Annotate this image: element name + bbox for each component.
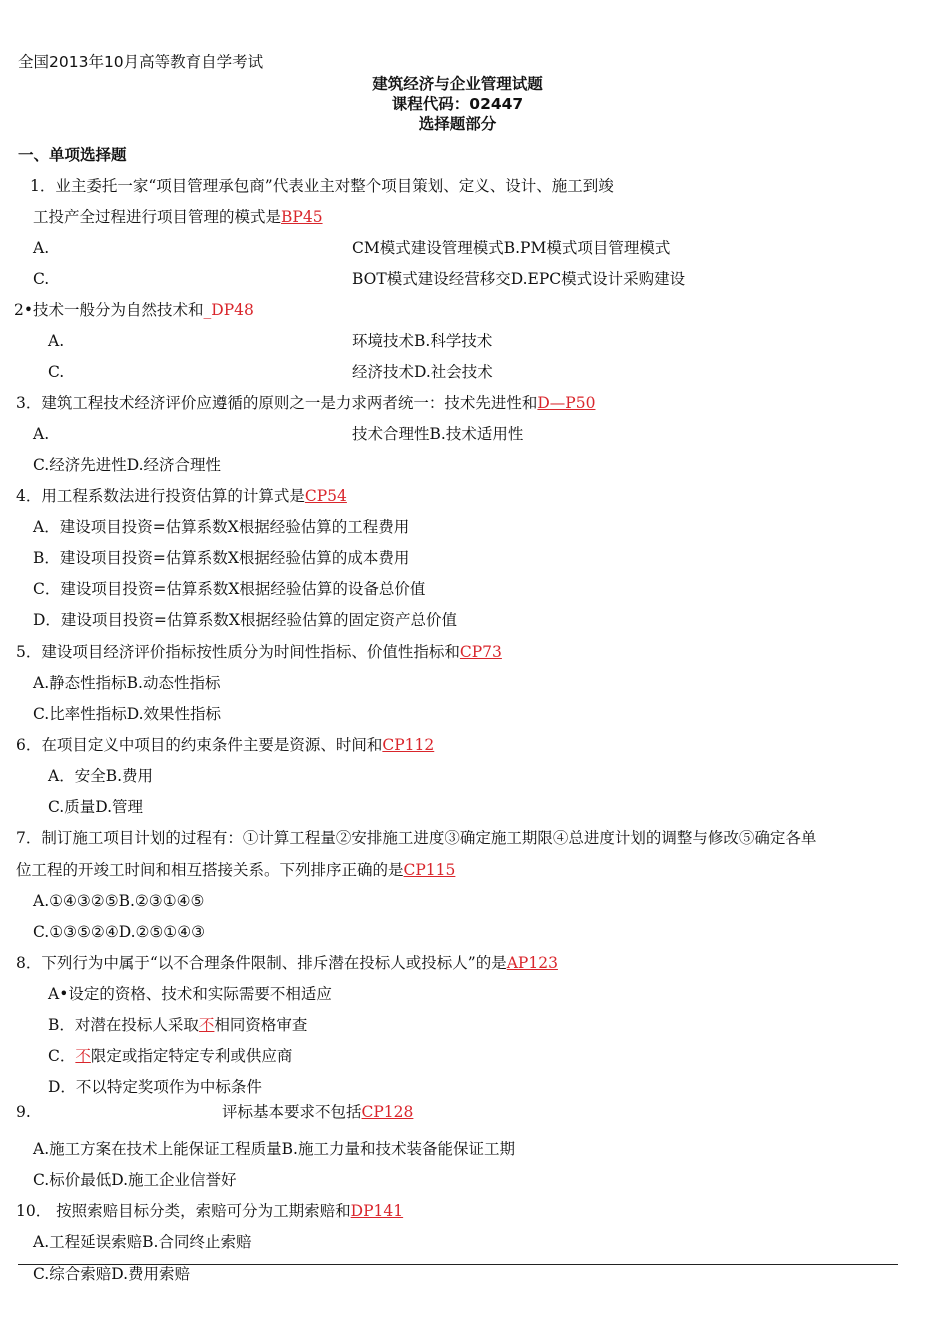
q4-option-b: B．建设项目投资=估算系数X根据经验估算的成本费用 (33, 549, 410, 567)
q1-c-label: C. (33, 270, 50, 288)
q3-options-cd: C.经济先进性D.经济合理性 (33, 456, 222, 474)
q1-answer: BP45 (281, 208, 323, 226)
q10-answer: DP141 (350, 1202, 404, 1220)
q3-stem (16, 393, 595, 413)
q1-options-ab: CM模式建设管理模式B.PM模式项目管理模式 (352, 239, 671, 257)
exam-title: 全国2013年10月高等教育自学考试 (18, 53, 264, 71)
q7-options-cd: C.①③⑤②④D.②⑤①④③ (33, 923, 205, 941)
q1-stem-text: 工投产全过程进行项目管理的模式是 (33, 208, 282, 226)
q8-option-c-pre: C． (48, 1047, 76, 1065)
q5-answer: CP73 (459, 643, 502, 661)
q8-option-c (48, 1046, 292, 1066)
q7-stem-line1: 7．制订施工项目计划的过程有：①计算工程量②安排施工进度③确定施工期限④总进度计划的调整与修改⑤确定各单 (16, 829, 817, 847)
q3-options-ab: 技术合理性B.技术适用性 (352, 425, 524, 443)
q4-option-c: C．建设项目投资=估算系数X根据经验估算的设备总价值 (33, 580, 426, 598)
q2-stem-text: 2•技术一般分为自然技术和 (14, 301, 204, 319)
q5-options-ab: A.静态性指标B.动态性指标 (33, 674, 221, 692)
subject-title: 建筑经济与企业管理试题 (372, 75, 543, 93)
q8-option-d: D．不以特定奖项作为中标条件 (48, 1078, 262, 1096)
q5-options-cd: C.比率性指标D.效果性指标 (33, 705, 222, 723)
q3-a-label: A. (33, 425, 50, 443)
q2-a-label: A. (48, 332, 65, 350)
q7-stem-text: 位工程的开竣工时间和相互搭接关系。下列排序正确的是 (16, 861, 404, 879)
q5-stem-text: 5．建设项目经济评价指标按性质分为时间性指标、价值性指标和 (16, 643, 460, 661)
q8-option-b (48, 1015, 307, 1035)
q8-option-a: A•设定的资格、技术和实际需要不相适应 (48, 985, 332, 1003)
q8-answer: AP123 (506, 954, 558, 972)
q10-stem-text: 10． 按照索赔目标分类，索赔可分为工期索赔和 (16, 1202, 351, 1220)
q8-option-b-post: 相同资格审查 (214, 1016, 308, 1034)
q1-stem-line2 (33, 207, 323, 227)
q2-options-ab: 环境技术B.科学技术 (352, 332, 493, 350)
q6-stem (16, 735, 434, 755)
q1-stem-line1: 1．业主委托一家“项目管理承包商”代表业主对整个项目策划、定义、设计、施工到竣 (30, 177, 614, 195)
q4-stem-text: 4．用工程系数法进行投资估算的计算式是 (16, 487, 305, 505)
q9-stem (222, 1102, 413, 1122)
q8-stem-text: 8．下列行为中属于“以不合理条件限制、排斥潜在投标人或投标人”的是 (16, 954, 507, 972)
course-code: 课程代码：02447 (391, 95, 524, 113)
q3-stem-text: 3．建筑工程技术经济评价应遵循的原则之一是力求两者统一：技术先进性和 (16, 394, 538, 412)
q2-stem (14, 300, 254, 320)
q10-options-ab: A.工程延误索赔B.合同终止索赔 (33, 1233, 252, 1251)
q9-answer: CP128 (361, 1103, 414, 1121)
q2-c-label: C. (48, 363, 65, 381)
q4-option-a: A．建设项目投资=估算系数X根据经验估算的工程费用 (33, 518, 410, 536)
section-title: 一、单项选择题 (18, 146, 127, 164)
q10-options-cd: C.综合索赔D.费用索赔 (33, 1265, 191, 1283)
q8-option-c-post: 限定或指定特定专利或供应商 (90, 1047, 293, 1065)
q1-options-cd: BOT模式建设经营移交D.EPC模式设计采购建设 (352, 270, 686, 288)
q4-stem (16, 486, 347, 506)
q2-answer: _DP48 (203, 301, 254, 319)
q5-stem (16, 642, 502, 662)
q2-options-cd: 经济技术D.社会技术 (352, 363, 493, 381)
q8-option-b-mark: 不 (198, 1016, 215, 1034)
q9-number: 9. (16, 1103, 31, 1121)
q9-options-cd: C.标价最低D.施工企业信誉好 (33, 1171, 237, 1189)
q6-answer: CP112 (382, 736, 435, 754)
part-title: 选择题部分 (418, 115, 497, 133)
q10-stem (16, 1201, 403, 1221)
q6-options-ab: A．安全B.费用 (48, 767, 154, 785)
q9-options-ab: A.施工方案在技术上能保证工程质量B.施工力量和技术装备能保证工期 (33, 1140, 515, 1158)
q7-stem-line2 (16, 860, 455, 880)
q8-option-b-pre: B．对潜在投标人采取 (48, 1016, 199, 1034)
q4-answer: CP54 (304, 487, 347, 505)
q6-options-cd: C.质量D.管理 (48, 798, 144, 816)
q6-stem-text: 6．在项目定义中项目的约束条件主要是资源、时间和 (16, 736, 383, 754)
q7-options-ab: A.①④③②⑤B.②③①④⑤ (33, 892, 205, 910)
q4-option-d: D．建设项目投资=估算系数X根据经验估算的固定资产总价值 (33, 611, 457, 629)
q8-option-c-mark: 不 (75, 1047, 91, 1065)
q3-answer: D—P50 (537, 394, 596, 412)
q7-answer: CP115 (403, 861, 456, 879)
q8-stem (16, 953, 558, 973)
q1-a-label: A. (33, 239, 50, 257)
q9-stem-text: 评标基本要求不包括 (222, 1103, 362, 1121)
